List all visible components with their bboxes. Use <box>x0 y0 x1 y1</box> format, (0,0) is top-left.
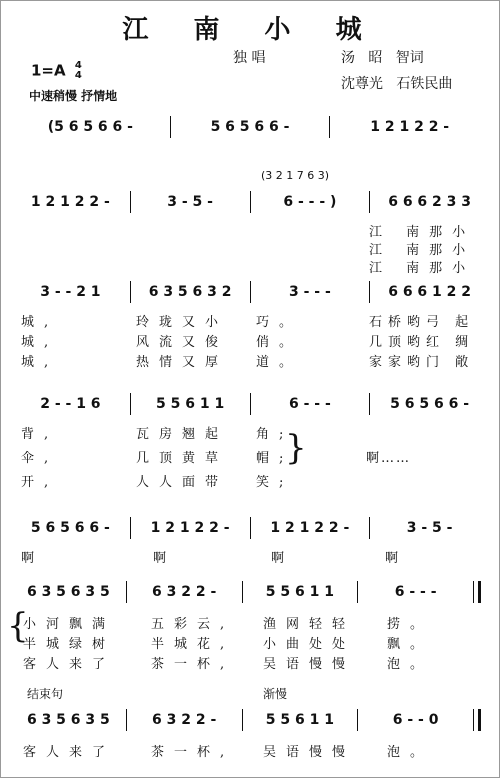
key-label: 1=A <box>31 61 66 80</box>
barline <box>250 281 251 303</box>
measure: 3 - 5 - <box>167 194 213 210</box>
system-1-notes <box>15 116 485 138</box>
lyric: 瓦房翘起 <box>136 427 229 442</box>
instrumental-cue: (3 2 1 7 6 3) <box>261 169 330 182</box>
lyric: 城, <box>21 355 59 370</box>
barline <box>126 709 127 731</box>
lyric: 道。 <box>256 355 303 370</box>
barline <box>250 191 251 213</box>
measure: 6 - - 0 <box>392 712 439 728</box>
barline <box>126 581 127 603</box>
lyric: 玲珑又小 <box>136 315 229 330</box>
lyric: 吴语慢慢 <box>263 745 356 760</box>
verse-brace: } <box>7 606 29 646</box>
measure: 6 3 2 2 - <box>151 712 217 728</box>
lyric: 巧。 <box>256 315 303 330</box>
system-2-notes <box>15 191 485 213</box>
lyric: 泡。 <box>387 745 434 760</box>
lyric: 城, <box>21 335 59 350</box>
system-4-notes <box>15 393 485 415</box>
lyric: 茶一杯, <box>151 657 235 672</box>
measure: 6 6 6 1 2 2 <box>388 284 472 300</box>
barline <box>369 517 370 539</box>
lyric: 泡。 <box>387 657 434 672</box>
measure: 3 - - 2 1 <box>40 284 101 300</box>
barline <box>369 281 370 303</box>
barline <box>130 191 131 213</box>
barline <box>242 581 243 603</box>
lyric: 客人来了 <box>23 657 116 672</box>
lyric: 小河飘满 <box>23 617 116 632</box>
barline <box>357 581 358 603</box>
key-signature <box>31 61 82 81</box>
lyric: 啊 <box>385 551 409 566</box>
barline <box>250 393 251 415</box>
lyric: 捞。 <box>387 617 434 632</box>
genre-label: 独 唱 <box>233 50 266 66</box>
system-3-notes <box>15 281 485 303</box>
measure: 6 3 2 2 - <box>151 584 217 600</box>
lyric: 渔网轻轻 <box>263 617 356 632</box>
lyric: 小曲处处 <box>263 637 356 652</box>
tempo-marking: 中速稍慢 抒情地 <box>29 89 118 103</box>
lyric: 啊 <box>21 551 45 566</box>
measure: 1 2 1 2 2 - <box>30 194 110 210</box>
measure: 6 - - - <box>288 396 331 412</box>
lyric: 几顶黄草 <box>136 451 229 466</box>
measure: 2 - - 1 6 <box>40 396 101 412</box>
measure: 5 6 5 6 6 - <box>390 396 470 412</box>
lyric-verse-3: 江 南那小 <box>369 261 476 276</box>
measure: 1 2 1 2 2 - <box>270 520 350 536</box>
barline <box>130 281 131 303</box>
measure: 5 6 5 6 6 - <box>30 520 110 536</box>
measure: 6 6 6 2 3 3 <box>388 194 472 210</box>
lyric: 啊…… <box>366 451 412 466</box>
measure: 6 - - - <box>394 584 437 600</box>
lyric: 角; <box>256 427 294 442</box>
lyric: 俏。 <box>256 335 303 350</box>
measure: 3 - - - <box>288 284 331 300</box>
composer-credit: 沈尊光 石铁民曲 <box>341 76 453 92</box>
lyric: 风流又俊 <box>136 335 229 350</box>
lyric: 啊 <box>271 551 295 566</box>
barline <box>329 116 330 138</box>
barline <box>357 709 358 731</box>
lyric: 五彩云, <box>151 617 235 632</box>
measure: 5 6 5 6 6 - <box>210 119 290 135</box>
lyric: 开, <box>21 475 59 490</box>
barline <box>369 191 370 213</box>
measure: 6 3 5 6 3 5 <box>26 584 110 600</box>
lyric: 伞, <box>21 451 59 466</box>
measure: 6 3 5 6 3 2 <box>148 284 232 300</box>
measure: 1 2 1 2 2 - <box>150 520 230 536</box>
lyric: 城, <box>21 315 59 330</box>
system-7-notes <box>15 709 485 731</box>
measure: 6 3 5 6 3 5 <box>26 712 110 728</box>
barline <box>242 709 243 731</box>
barline <box>170 116 171 138</box>
lyric: 几顶哟红 绸 <box>369 335 475 350</box>
coda-label: 结束句 <box>27 687 64 701</box>
lyric: 啊 <box>153 551 177 566</box>
lyric: 家家哟门 敞 <box>369 355 475 370</box>
time-signature: 4 4 <box>74 60 82 81</box>
measure: (5 6 5 6 6 - <box>47 119 133 135</box>
barline <box>130 393 131 415</box>
measure: 5 5 6 1 1 <box>156 396 225 412</box>
system-5-notes <box>15 517 485 539</box>
page-title: 江 南 小 城 <box>122 15 380 45</box>
ritardando-label: 渐慢 <box>263 687 288 701</box>
lyric: 半城绿树 <box>23 637 116 652</box>
barline <box>250 517 251 539</box>
measure: 6 - - - ) <box>283 194 337 210</box>
lyric: 客人来了 <box>23 745 116 760</box>
lyric: 半城花, <box>151 637 235 652</box>
lyric: 背, <box>21 427 59 442</box>
lyric: 帽; <box>256 451 294 466</box>
final-barline <box>473 709 481 731</box>
lyricist-credit: 汤 昭 智词 <box>341 50 424 66</box>
lyric-verse-2: 江 南那小 <box>369 243 476 258</box>
measure: 5 5 6 1 1 <box>265 712 334 728</box>
lyric: 笑; <box>256 475 294 490</box>
lyric: 石桥哟弓 起 <box>369 315 475 330</box>
system-6-notes <box>15 581 485 603</box>
lyric: 茶一杯, <box>151 745 235 760</box>
measure: 5 5 6 1 1 <box>265 584 334 600</box>
lyric: 吴语慢慢 <box>263 657 356 672</box>
lyric: 飘。 <box>387 637 434 652</box>
barline <box>130 517 131 539</box>
lyric: 热情又厚 <box>136 355 229 370</box>
barline <box>369 393 370 415</box>
lyric-verse-1: 江 南那小 <box>369 225 476 240</box>
measure: 3 - 5 - <box>406 520 453 536</box>
verse-brace: } <box>285 428 307 468</box>
repeat-barline <box>473 581 481 603</box>
lyric: 人人面带 <box>136 475 229 490</box>
measure: 1 2 1 2 2 - <box>370 119 450 135</box>
